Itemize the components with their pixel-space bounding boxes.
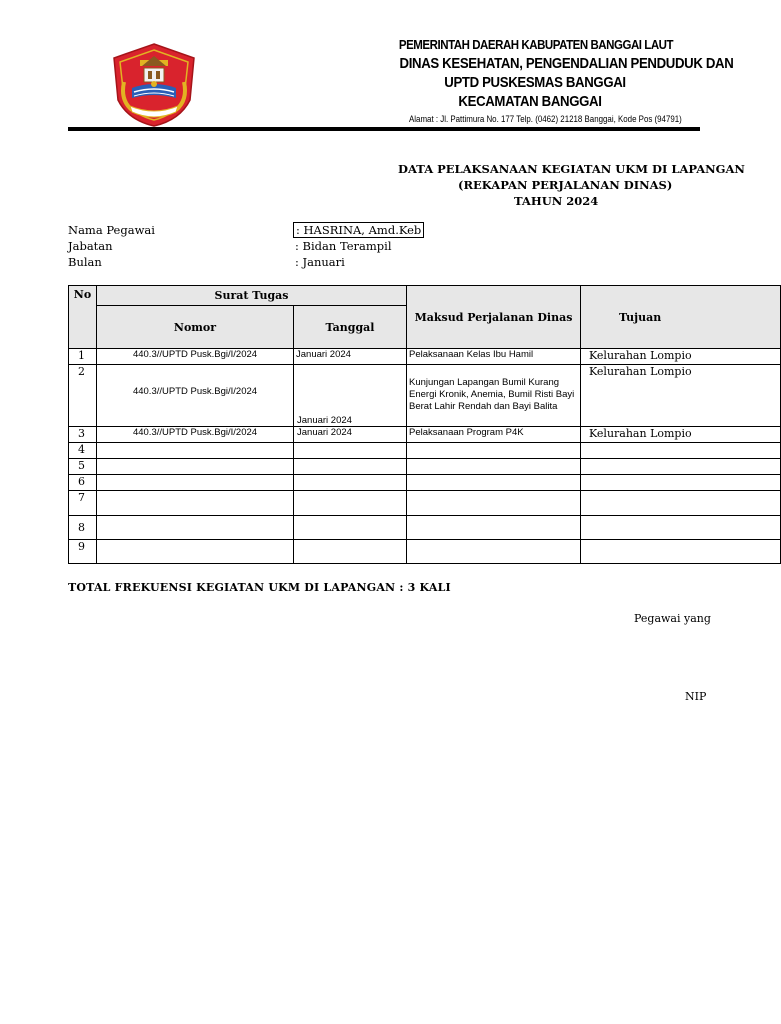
row-tanggal — [294, 491, 407, 516]
row-tujuan — [581, 459, 781, 475]
total-frequency: TOTAL FREKUENSI KEGIATAN UKM DI LAPANGAN : 3 KALI — [68, 581, 451, 594]
row-maksud — [407, 443, 581, 459]
header-tujuan: Tujuan — [581, 286, 781, 349]
table-row — [69, 349, 781, 365]
row-maksud — [407, 491, 581, 516]
row-tujuan — [581, 443, 781, 459]
row-maksud: Kunjungan Lapangan Bumil Kurang Energi Kronik, Anemia, Bumil Risti Bayi Berat Lahir Rendah dan Bayi Balita — [407, 365, 581, 427]
jabatan-value: : Bidan Terampil — [295, 239, 392, 253]
bulan-label: Bulan — [68, 255, 102, 269]
row-nomor — [97, 475, 294, 491]
row-maksud — [407, 516, 581, 540]
row-no: 7 — [69, 491, 97, 516]
row-maksud — [407, 540, 581, 564]
row-tanggal — [294, 475, 407, 491]
agency-name: DINAS KESEHATAN, PENGENDALIAN PENDUDUK DAN — [399, 55, 734, 72]
row-tanggal: Januari 2024 — [294, 427, 407, 443]
table-row — [69, 459, 781, 475]
document-year: TAHUN 2024 — [514, 194, 599, 208]
government-name: PEMERINTAH DAERAH KABUPATEN BANGGAI LAUT — [398, 38, 674, 52]
header-maksud: Maksud Perjalanan Dinas — [407, 286, 581, 349]
header-surat-tugas: Surat Tugas — [97, 286, 407, 306]
row-tanggal — [294, 459, 407, 475]
row-maksud — [407, 475, 581, 491]
table-row — [69, 427, 781, 443]
address-line: Alamat : Jl. Pattimura No. 177 Telp. (0462) 21218 Banggai, Kode Pos (94791) — [409, 114, 682, 124]
row-tujuan — [581, 540, 781, 564]
puskesmas-name: UPTD PUSKESMAS BANGGAI — [444, 74, 626, 91]
row-no: 8 — [69, 516, 97, 540]
row-no: 1 — [69, 349, 97, 365]
row-nomor: 440.3//UPTD Pusk.Bgi/I/2024 — [97, 427, 294, 443]
table-row — [69, 443, 781, 459]
row-maksud — [407, 459, 581, 475]
nama-label: Nama Pegawai — [68, 223, 155, 237]
row-nomor: 440.3//UPTD Pusk.Bgi/I/2024 — [97, 365, 294, 427]
nip-label: NIP — [685, 690, 707, 703]
signature-label: Pegawai yang — [634, 612, 711, 625]
table-header-row — [69, 286, 781, 306]
row-tanggal — [294, 540, 407, 564]
row-nomor — [97, 491, 294, 516]
row-no: 6 — [69, 475, 97, 491]
nama-value: : HASRINA, Amd.Keb — [293, 222, 424, 238]
regency-emblem-logo — [110, 42, 198, 128]
document-subtitle: (REKAPAN PERJALANAN DINAS) — [458, 178, 673, 192]
row-nomor — [97, 540, 294, 564]
row-no: 4 — [69, 443, 97, 459]
activity-table — [68, 285, 781, 564]
row-nomor: 440.3//UPTD Pusk.Bgi/I/2024 — [97, 349, 294, 365]
row-tanggal: Januari 2024 — [294, 349, 407, 365]
district-name: KECAMATAN BANGGAI — [458, 93, 602, 110]
row-no: 3 — [69, 427, 97, 443]
row-tanggal: Januari 2024 — [294, 365, 407, 427]
header-divider — [68, 127, 700, 131]
row-tujuan — [581, 475, 781, 491]
row-tanggal — [294, 516, 407, 540]
table-row — [69, 365, 781, 427]
table-row — [69, 475, 781, 491]
table-row — [69, 540, 781, 564]
header-no: No — [69, 286, 97, 349]
row-maksud: Pelaksanaan Program P4K — [407, 427, 581, 443]
row-nomor — [97, 459, 294, 475]
row-tujuan — [581, 491, 781, 516]
row-tanggal — [294, 443, 407, 459]
row-tujuan — [581, 516, 781, 540]
header-tanggal: Tanggal — [294, 306, 407, 349]
row-no: 2 — [69, 365, 97, 427]
table-row — [69, 491, 781, 516]
row-tujuan: Kelurahan Lompio — [581, 427, 781, 443]
row-maksud: Pelaksanaan Kelas Ibu Hamil — [407, 349, 581, 365]
row-no: 9 — [69, 540, 97, 564]
row-no: 5 — [69, 459, 97, 475]
bulan-value: : Januari — [295, 255, 345, 269]
row-tujuan: Kelurahan Lompio — [581, 365, 781, 427]
row-tujuan: Kelurahan Lompio — [581, 349, 781, 365]
row-nomor — [97, 516, 294, 540]
table-row — [69, 516, 781, 540]
jabatan-label: Jabatan — [68, 239, 113, 253]
header-nomor: Nomor — [97, 306, 294, 349]
row-nomor — [97, 443, 294, 459]
document-title: DATA PELAKSANAAN KEGIATAN UKM DI LAPANGAN — [398, 162, 745, 176]
